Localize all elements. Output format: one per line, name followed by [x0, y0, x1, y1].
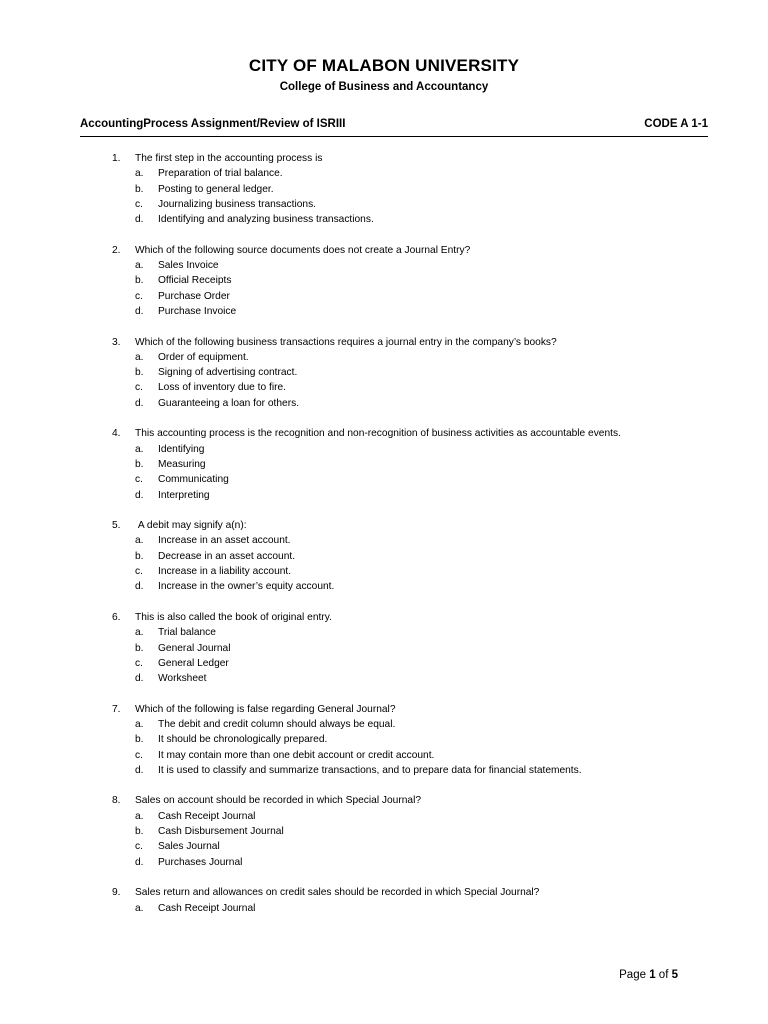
option-letter: d. — [135, 764, 144, 776]
option-letter: d. — [135, 305, 144, 317]
question-text: A debit may signify a(n): — [135, 520, 247, 532]
option-letter: d. — [135, 856, 144, 868]
answer-option — [0, 564, 768, 579]
question-item — [0, 702, 768, 778]
question-text: Which of the following source documents does not create a Journal Entry? — [135, 244, 471, 256]
option-text: Official Receipts — [158, 275, 232, 287]
question-number: 5. — [112, 520, 121, 532]
option-letter: a. — [135, 351, 144, 363]
question-text: This is also called the book of original entry. — [135, 611, 332, 623]
answer-option — [0, 824, 768, 839]
option-letter: b. — [135, 826, 144, 838]
answer-option — [0, 533, 768, 548]
question-stem — [0, 702, 768, 717]
question-number: 8. — [112, 795, 121, 807]
question-stem — [0, 518, 768, 533]
question-item — [0, 518, 768, 594]
option-text: Sales Journal — [158, 841, 220, 853]
university-title: CITY OF MALABON UNIVERSITY — [248, 56, 520, 75]
answer-option — [0, 488, 768, 503]
answer-option — [0, 289, 768, 304]
question-list — [0, 151, 768, 931]
page-number — [619, 969, 678, 981]
option-letter: d. — [135, 581, 144, 593]
page-of-label: of — [655, 969, 672, 981]
option-letter: b. — [135, 734, 144, 746]
option-text: Journalizing business transactions. — [158, 198, 316, 210]
option-letter: d. — [135, 673, 144, 685]
question-item — [0, 793, 768, 869]
page-current: 1 — [649, 969, 656, 981]
option-text: Loss of inventory due to fire. — [158, 382, 286, 394]
answer-option — [0, 365, 768, 380]
option-text: Increase in the owner’s equity account. — [158, 581, 335, 593]
option-text: Identifying and analyzing business transactions. — [158, 214, 374, 226]
question-number: 3. — [112, 336, 121, 348]
option-letter: b. — [135, 183, 144, 195]
question-item — [0, 151, 768, 227]
question-stem — [0, 426, 768, 441]
option-text: Cash Disbursement Journal — [158, 826, 284, 838]
question-text: Which of the following is false regarding General Journal? — [135, 703, 396, 715]
option-text: Posting to general ledger. — [158, 183, 274, 195]
question-item — [0, 885, 768, 916]
option-letter: a. — [135, 810, 144, 822]
option-text: Guaranteeing a loan for others. — [158, 397, 300, 409]
option-letter: d. — [135, 397, 144, 409]
option-text: The debit and credit column should always be equal. — [158, 718, 396, 730]
option-letter: a. — [135, 718, 144, 730]
option-text: Identifying — [158, 443, 205, 455]
assignment-title: AccountingProcess Assignment/Review of ISRIII — [80, 118, 346, 130]
question-text: Sales on account should be recorded in which Special Journal? — [135, 795, 421, 807]
answer-option — [0, 472, 768, 487]
question-number: 7. — [112, 703, 121, 715]
option-letter: c. — [135, 290, 143, 302]
option-text: General Journal — [158, 642, 231, 654]
page-total: 5 — [671, 969, 678, 981]
option-text: Purchase Order — [158, 290, 230, 302]
option-letter: b. — [135, 642, 144, 654]
option-letter: c. — [135, 474, 143, 486]
answer-option — [0, 901, 768, 916]
answer-option — [0, 182, 768, 197]
option-text: Cash Receipt Journal — [158, 810, 256, 822]
option-text: Sales Invoice — [158, 260, 219, 272]
answer-option — [0, 457, 768, 472]
question-stem — [0, 243, 768, 258]
option-text: Order of equipment. — [158, 351, 249, 363]
answer-option — [0, 380, 768, 395]
answer-option — [0, 166, 768, 181]
question-number: 6. — [112, 611, 121, 623]
option-text: Interpreting — [158, 489, 210, 501]
answer-option — [0, 839, 768, 854]
question-item — [0, 243, 768, 319]
option-text: It may contain more than one debit account or credit account. — [158, 749, 435, 761]
answer-option — [0, 625, 768, 640]
answer-option — [0, 809, 768, 824]
question-stem — [0, 793, 768, 808]
answer-option — [0, 258, 768, 273]
option-letter: b. — [135, 367, 144, 379]
question-stem — [0, 610, 768, 625]
answer-option — [0, 396, 768, 411]
question-text: Sales return and allowances on credit sales should be recorded in which Special Journal? — [135, 887, 540, 899]
question-text: Which of the following business transactions requires a journal entry in the company’s books? — [135, 336, 557, 348]
page-label: Page — [619, 969, 650, 981]
question-number: 4. — [112, 428, 121, 440]
option-letter: c. — [135, 566, 143, 578]
question-number: 2. — [112, 244, 121, 256]
option-letter: c. — [135, 382, 143, 394]
answer-option — [0, 273, 768, 288]
option-letter: b. — [135, 458, 144, 470]
question-stem — [0, 151, 768, 166]
option-letter: b. — [135, 275, 144, 287]
answer-option — [0, 855, 768, 870]
option-text: Preparation of trial balance. — [158, 168, 283, 180]
option-text: Decrease in an asset account. — [158, 550, 296, 562]
answer-option — [0, 732, 768, 747]
assignment-title-row — [80, 118, 708, 137]
option-letter: c. — [135, 657, 143, 669]
answer-option — [0, 579, 768, 594]
option-text: Increase in a liability account. — [158, 566, 292, 578]
option-letter: c. — [135, 198, 143, 210]
option-text: Worksheet — [158, 673, 207, 685]
option-text: Purchase Invoice — [158, 305, 237, 317]
option-text: Communicating — [158, 474, 229, 486]
option-letter: a. — [135, 535, 144, 547]
answer-option — [0, 304, 768, 319]
question-stem — [0, 335, 768, 350]
answer-option — [0, 748, 768, 763]
question-text: The first step in the accounting process is — [135, 153, 323, 164]
option-letter: a. — [135, 260, 144, 272]
option-text: It should be chronologically prepared. — [158, 734, 328, 746]
option-letter: a. — [135, 902, 144, 914]
answer-option — [0, 717, 768, 732]
answer-option — [0, 656, 768, 671]
answer-option — [0, 442, 768, 457]
option-letter: c. — [135, 841, 143, 853]
option-letter: c. — [135, 749, 143, 761]
answer-option — [0, 641, 768, 656]
question-number: 9. — [112, 887, 121, 899]
question-text: This accounting process is the recognition and non-recognition of business activities as accountable events. — [135, 428, 621, 440]
answer-option — [0, 549, 768, 564]
answer-option — [0, 197, 768, 212]
answer-option — [0, 350, 768, 365]
college-subtitle: College of Business and Accountancy — [279, 81, 489, 93]
option-text: Cash Receipt Journal — [158, 902, 256, 914]
question-item — [0, 426, 768, 502]
option-letter: a. — [135, 168, 144, 180]
option-text: It is used to classify and summarize transactions, and to prepare data for financial statements. — [158, 764, 582, 776]
option-letter: d. — [135, 489, 144, 501]
answer-option — [0, 671, 768, 686]
answer-option — [0, 212, 768, 227]
option-letter: d. — [135, 214, 144, 226]
assignment-code: CODE A 1-1 — [644, 118, 708, 130]
option-text: Trial balance — [158, 627, 216, 639]
option-text: Measuring — [158, 458, 206, 470]
question-number: 1. — [112, 153, 121, 164]
option-text: Increase in an asset account. — [158, 535, 291, 547]
question-item — [0, 335, 768, 411]
option-text: General Ledger — [158, 657, 229, 669]
option-letter: a. — [135, 443, 144, 455]
question-item — [0, 610, 768, 686]
option-text: Purchases Journal — [158, 856, 243, 868]
option-letter: b. — [135, 550, 144, 562]
option-text: Signing of advertising contract. — [158, 367, 298, 379]
option-letter: a. — [135, 627, 144, 639]
answer-option — [0, 763, 768, 778]
question-stem — [0, 885, 768, 900]
